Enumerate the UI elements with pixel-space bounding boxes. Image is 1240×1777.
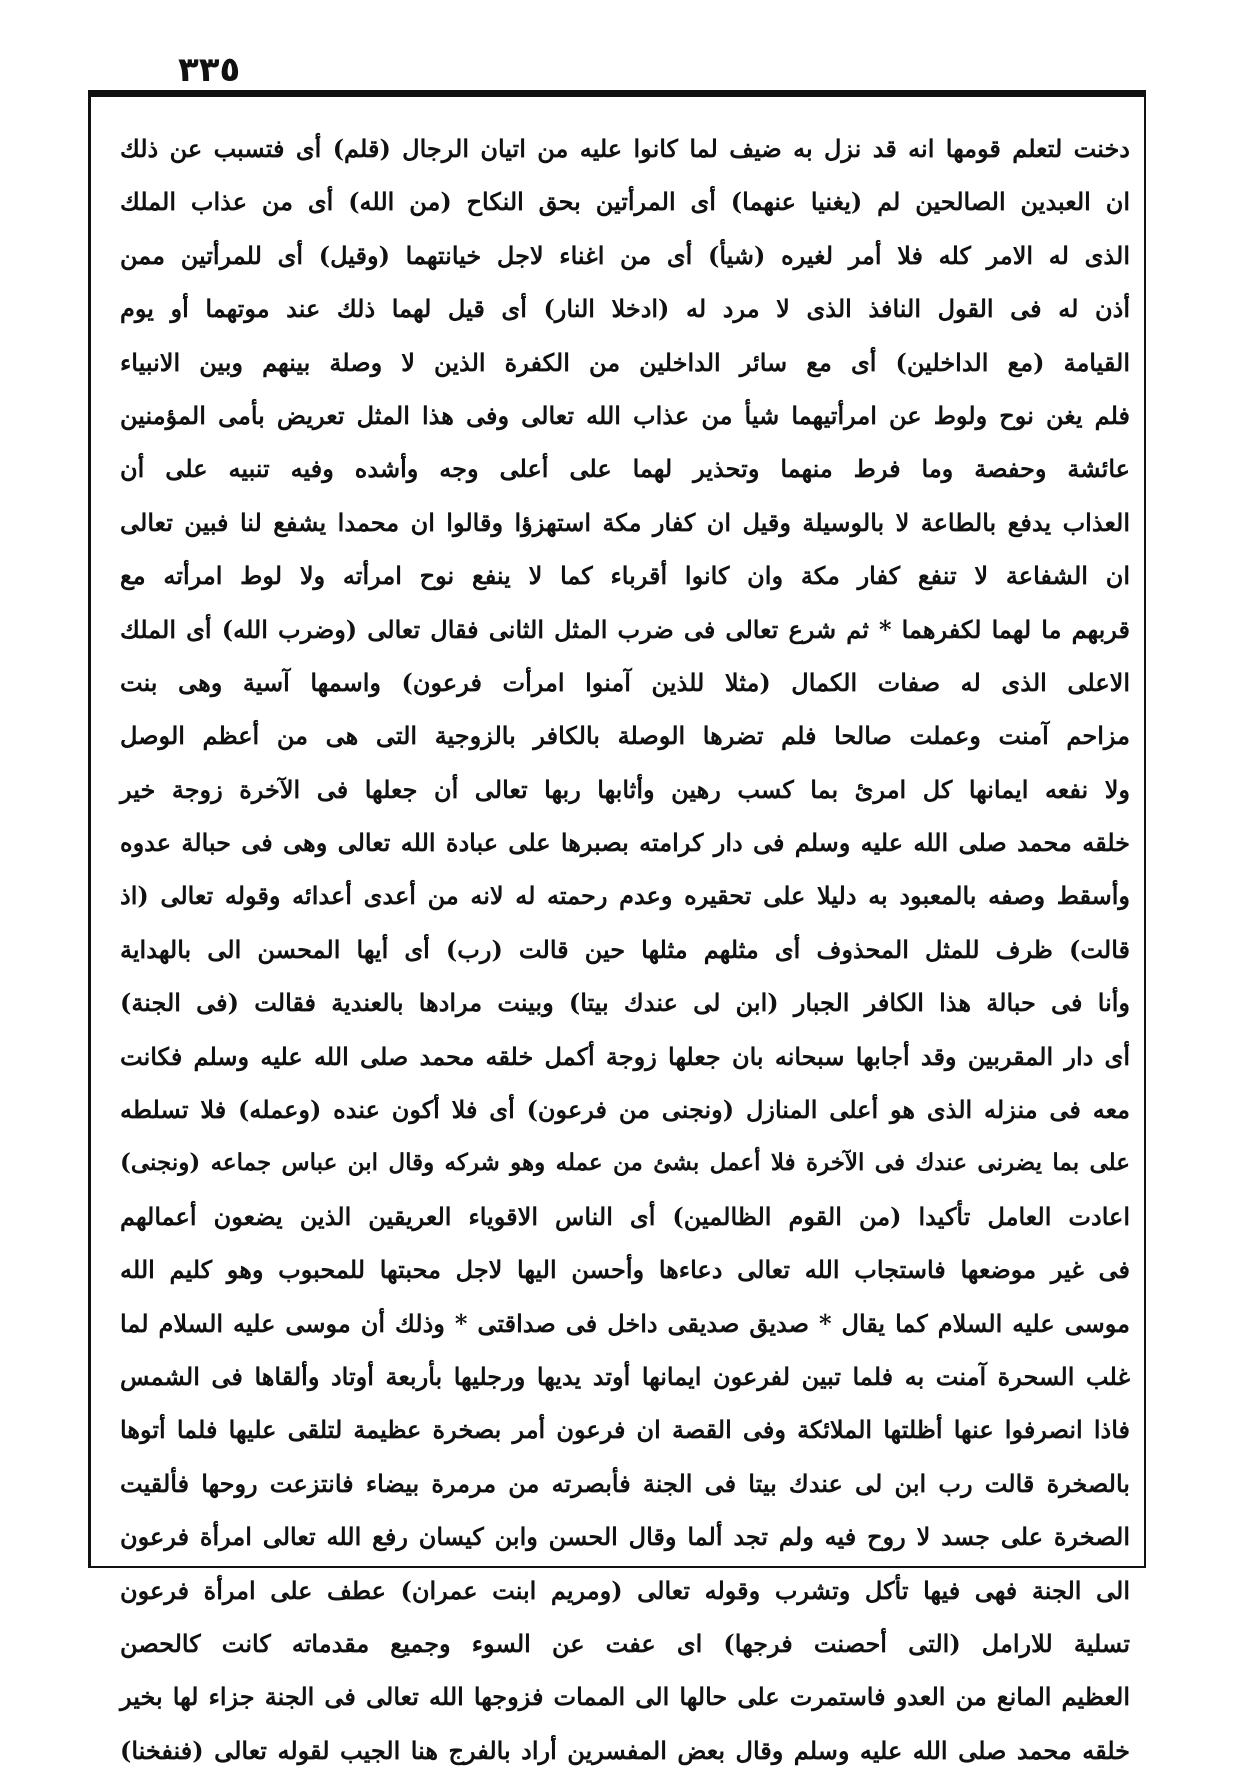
text-line: الذى له الامر كله فلا أمر لغيره (شيأ) أى من اغناء لاجل خيانتهما (وقيل) أى للمرأتين ممن bbox=[120, 240, 1130, 270]
text-line: موسى عليه السلام كما يقال * صديق صديقى داخل فى صداقتى * وذلك أن موسى عليه السلام لما bbox=[120, 1308, 1130, 1338]
text-line: فلم يغن نوح ولوط عن امرأتيهما شيأ من عذاب الله تعالى وفى هذا المثل تعريض بأمى المؤمنين bbox=[120, 400, 1130, 430]
text-line: ان الشفاعة لا تنفع كفار مكة وان كانوا أقرباء كما لا ينفع نوح امرأته ولا لوط امرأته مع bbox=[120, 561, 1131, 591]
text-line: دخنت لتعلم قومها انه قد نزل به ضيف لما كانوا عليه من اتيان الرجال (قلم) أى فتسبب عن ذلك bbox=[120, 134, 1130, 163]
text-line: القيامة (مع الداخلين) أى مع سائر الداخلين من الكفرة الذين لا وصلة بينهم وبين الانبياء bbox=[120, 347, 1130, 377]
text-line: على بما يضرنى عندك فى الآخرة فلا أعمل بشئ من عمله وهو شركه وقال ابن عباس جماعه (ونجنى) bbox=[120, 1149, 1130, 1177]
text-line: أذن له فى القول النافذ الذى لا مرد له (ادخلا النار) أى قيل لهما ذلك عند موتهما أو يوم bbox=[120, 294, 1130, 324]
text-line: وأسقط وصفه بالمعبود به دليلا على تحقيره وعدم رحمته له لانه من أعدى أعدائه وقوله تعالى (اذ bbox=[120, 881, 1130, 911]
text-line: قالت) ظرف للمثل المحذوف أى مثلهم مثلها حين قالت (رب) أى أيها المحسن الى بالهداية bbox=[120, 934, 1131, 964]
text-line: فاذا انصرفوا عنها أظلتها الملائكة وفى القصة ان فرعون أمر بصخرة عظيمة لتلقى عليها فلما أتوها bbox=[120, 1415, 1130, 1445]
text-line: غلب السحرة آمنت به فلما تبين لفرعون ايمانها أوتد يديها ورجليها بأربعة أوتاد وألقاها فى الشمس bbox=[120, 1361, 1130, 1391]
text-line: معه فى منزله الذى هو أعلى المنازل (ونجنى من فرعون) أى فلا أكون عنده (وعمله) فلا تسلطه bbox=[120, 1095, 1130, 1125]
text-line: الى الجنة فهى فيها تأكل وتشرب وقوله تعالى (ومريم ابنت عمران) عطف على امرأة فرعون bbox=[120, 1575, 1130, 1605]
text-line: عائشة وحفصة وما فرط منهما وتحذير لهما على أعلى وجه وأشده وفيه تنبيه على أن bbox=[120, 454, 1130, 484]
text-line: اعادت العامل تأكيدا (من القوم الظالمين) أى الناس الاقوياء العريقين الذين يضعون أعمالهم bbox=[120, 1201, 1130, 1231]
text-line: ان العبدين الصالحين لم (يغنيا عنهما) أى المرأتين بحق النكاح (من الله) أى من عذاب الملك bbox=[120, 187, 1130, 217]
text-line: العظيم المانع من العدو فاستمرت على حالها الى الممات فزوجها الله تعالى فى الجنة جزاء لها بخير bbox=[120, 1682, 1130, 1712]
text-line: مزاحم آمنت وعملت صالحا فلم تضرها الوصلة بالكافر بالزوجية التى هى من أعظم الوصل bbox=[120, 721, 1130, 751]
text-line: وأنا فى حبالة هذا الكافر الجبار (ابن لى عندك بيتا) وبينت مرادها بالعندية فقالت (فى الجنة) bbox=[120, 988, 1130, 1018]
text-line: فى غير موضعها فاستجاب الله تعالى دعاءها وأحسن اليها لاجل محبتها للمحبوب وهو كليم الله bbox=[120, 1255, 1130, 1285]
text-line: تسلية للارامل (التى أحصنت فرجها) اى عفت عن السوء وجميع مقدماته كانت كالحصن bbox=[120, 1628, 1130, 1658]
text-line: قربهم ما لهما لكفرهما * ثم شرع تعالى فى ضرب المثل الثانى فقال تعالى (وضرب الله) أى الملك bbox=[120, 614, 1130, 644]
text-line: أى دار المقربين وقد أجابها سبحانه بان جعلها زوجة أكمل خلقه محمد صلى الله عليه وسلم فكانت bbox=[120, 1041, 1130, 1071]
text-line: ولا نفعه ايمانها كل امرئ بما كسب رهين وأثابها ربها تعالى أن جعلها فى الآخرة زوجة خير bbox=[120, 774, 1130, 804]
text-line: خلقه محمد صلى الله عليه وسلم وقال بعض المفسرين أراد بالفرج هنا الجيب لقوله تعالى (فنفخنا) bbox=[120, 1735, 1130, 1765]
text-line: بالصخرة قالت رب ابن لى عندك بيتا فى الجنة فأبصرته من مرمرة بيضاء فانتزعت روحها فألقيت bbox=[120, 1468, 1130, 1498]
text-line: العذاب يدفع بالطاعة لا بالوسيلة وقيل ان كفار مكة استهزؤا وقالوا ان محمدا يشفع لنا فبين تعالى bbox=[120, 507, 1130, 537]
text-block bbox=[120, 122, 1131, 1765]
text-line: الصخرة على جسد لا روح فيه ولم تجد ألما وقال الحسن وابن كيسان رفع الله تعالى امرأة فرعون bbox=[120, 1522, 1131, 1552]
text-line: الاعلى الذى له صفات الكمال (مثلا للذين آمنوا امرأت فرعون) واسمها آسية وهى بنت bbox=[120, 667, 1130, 697]
page-number: ٣٣٥ bbox=[178, 50, 241, 90]
text-line: خلقه محمد صلى الله عليه وسلم فى دار كرامته بصبرها على عبادة الله تعالى وهى فى حبالة عدوه bbox=[120, 828, 1130, 858]
